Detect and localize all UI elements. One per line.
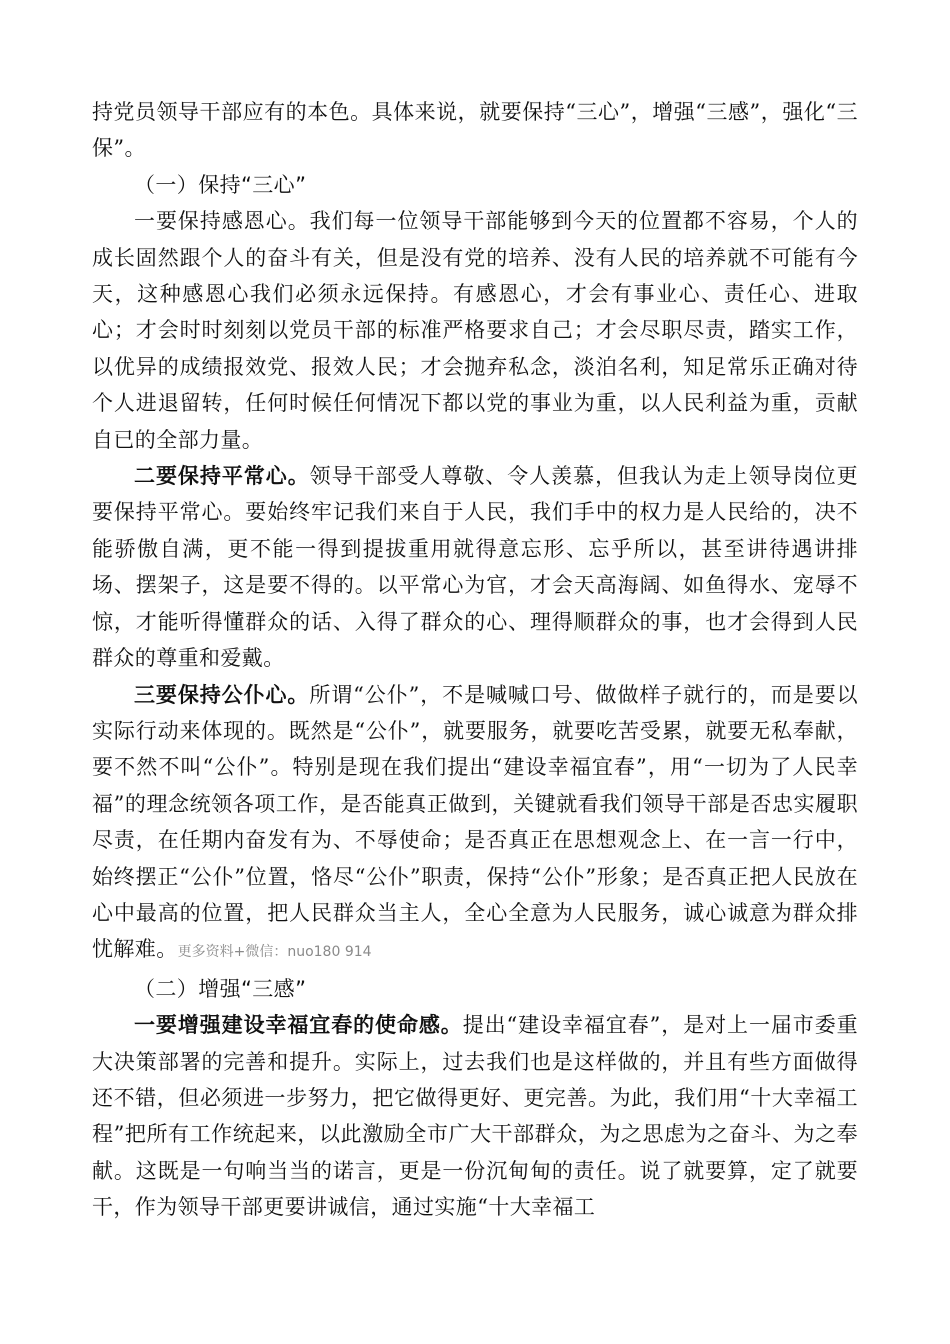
paragraph-text: 领导干部受人尊敬、令人羡慕，但我认为走上领导岗位更要保持平常心。要始终牢记我们来自于人民，我们手中的权力是人民给的，决不能骄傲自满，更不能一得到提拔重用就得意忘形、忘乎所以，甚至讲待遇讲排场、摆架子，这是要不得的。以平常心为官，才会天高海阔、如鱼得水、宠辱不惊，才能听得懂群众的话、入得了群众的心、理得顺群众的事，也才会得到人民群众的尊重和爱戴。 [92,464,859,671]
intro-paragraph: 持党员领导干部应有的本色。具体来说，就要保持“三心”，增强“三感”，强化“三保”。 [92,100,858,161]
paragraph-lead: 二要保持平常心。 [134,463,310,489]
body-paragraph [92,677,858,971]
body-paragraph [92,1007,858,1225]
paragraph-lead: 三要保持公仆心。 [134,681,310,707]
body-paragraph [92,458,858,676]
watermark-text: 更多资料+微信：nuo180 914 [177,944,372,961]
body-paragraph [92,203,858,458]
paragraph-text: 所谓“公仆”，不是喊喊口号、做做样子就行的，而是要以实际行动来体现的。既然是“公仆”，就要服务，就要吃苦受累，就要无私奉献，要不然不叫“公仆”。特别是现在我们提出“建设幸福宜春”，用“一切为了人民幸福”的理念统领各项工作，是否能真正做到，关键就看我们领导干部是否忠实履职尽责，在任期内奋发有为、不辱使命；是否真正在思想观念上、在一言一行中，始终摆正“公仆”位置，恪尽“公仆”职责，保持“公仆”形象；是否真正把人民放在心中最高的位置，把人民群众当主人，全心全意为人民服务，诚心诚意为群众排忧解难。 [92,682,859,962]
section-heading-2: （二）增强“三感” [134,976,307,1001]
document-body [92,94,858,1226]
paragraph-text: 提出“建设幸福宜春”，是对上一届市委重大决策部署的完善和提升。实际上，过去我们也是这样做的，并且有些方面做得还不错，但必须进一步努力，把它做得更好、更完善。为此，我们用“十大幸福工程”把所有工作统起来，以此激励全市广大干部群众，为之思虑为之奋斗、为之奉献。这既是一句响当当的诺言，更是一份沉甸甸的责任。说了就要算，定了就要干，作为领导干部更要讲诚信，通过实施“十大幸福工 [92,1013,859,1220]
paragraph-text: 一要保持感恩心。我们每一位领导干部能够到今天的位置都不容易，个人的成长固然跟个人的奋斗有关，但是没有党的培养、没有人民的培养就不可能有今天，这种感恩心我们必须永远保持。有感恩心，才会有事业心、责任心、进取心；才会时时刻刻以党员干部的标准严格要求自己；才会尽职尽责，踏实工作，以优异的成绩报效党、报效人民；才会抛弃私念，淡泊名利，知足常乐正确对待个人进退留转，任何时候任何情况下都以党的事业为重，以人民利益为重，贡献自已的全部力量。 [92,209,858,452]
paragraph-lead: 一要增强建设幸福宜春的使命感。 [134,1012,463,1038]
section-heading-1: （一）保持“三心” [134,172,307,197]
